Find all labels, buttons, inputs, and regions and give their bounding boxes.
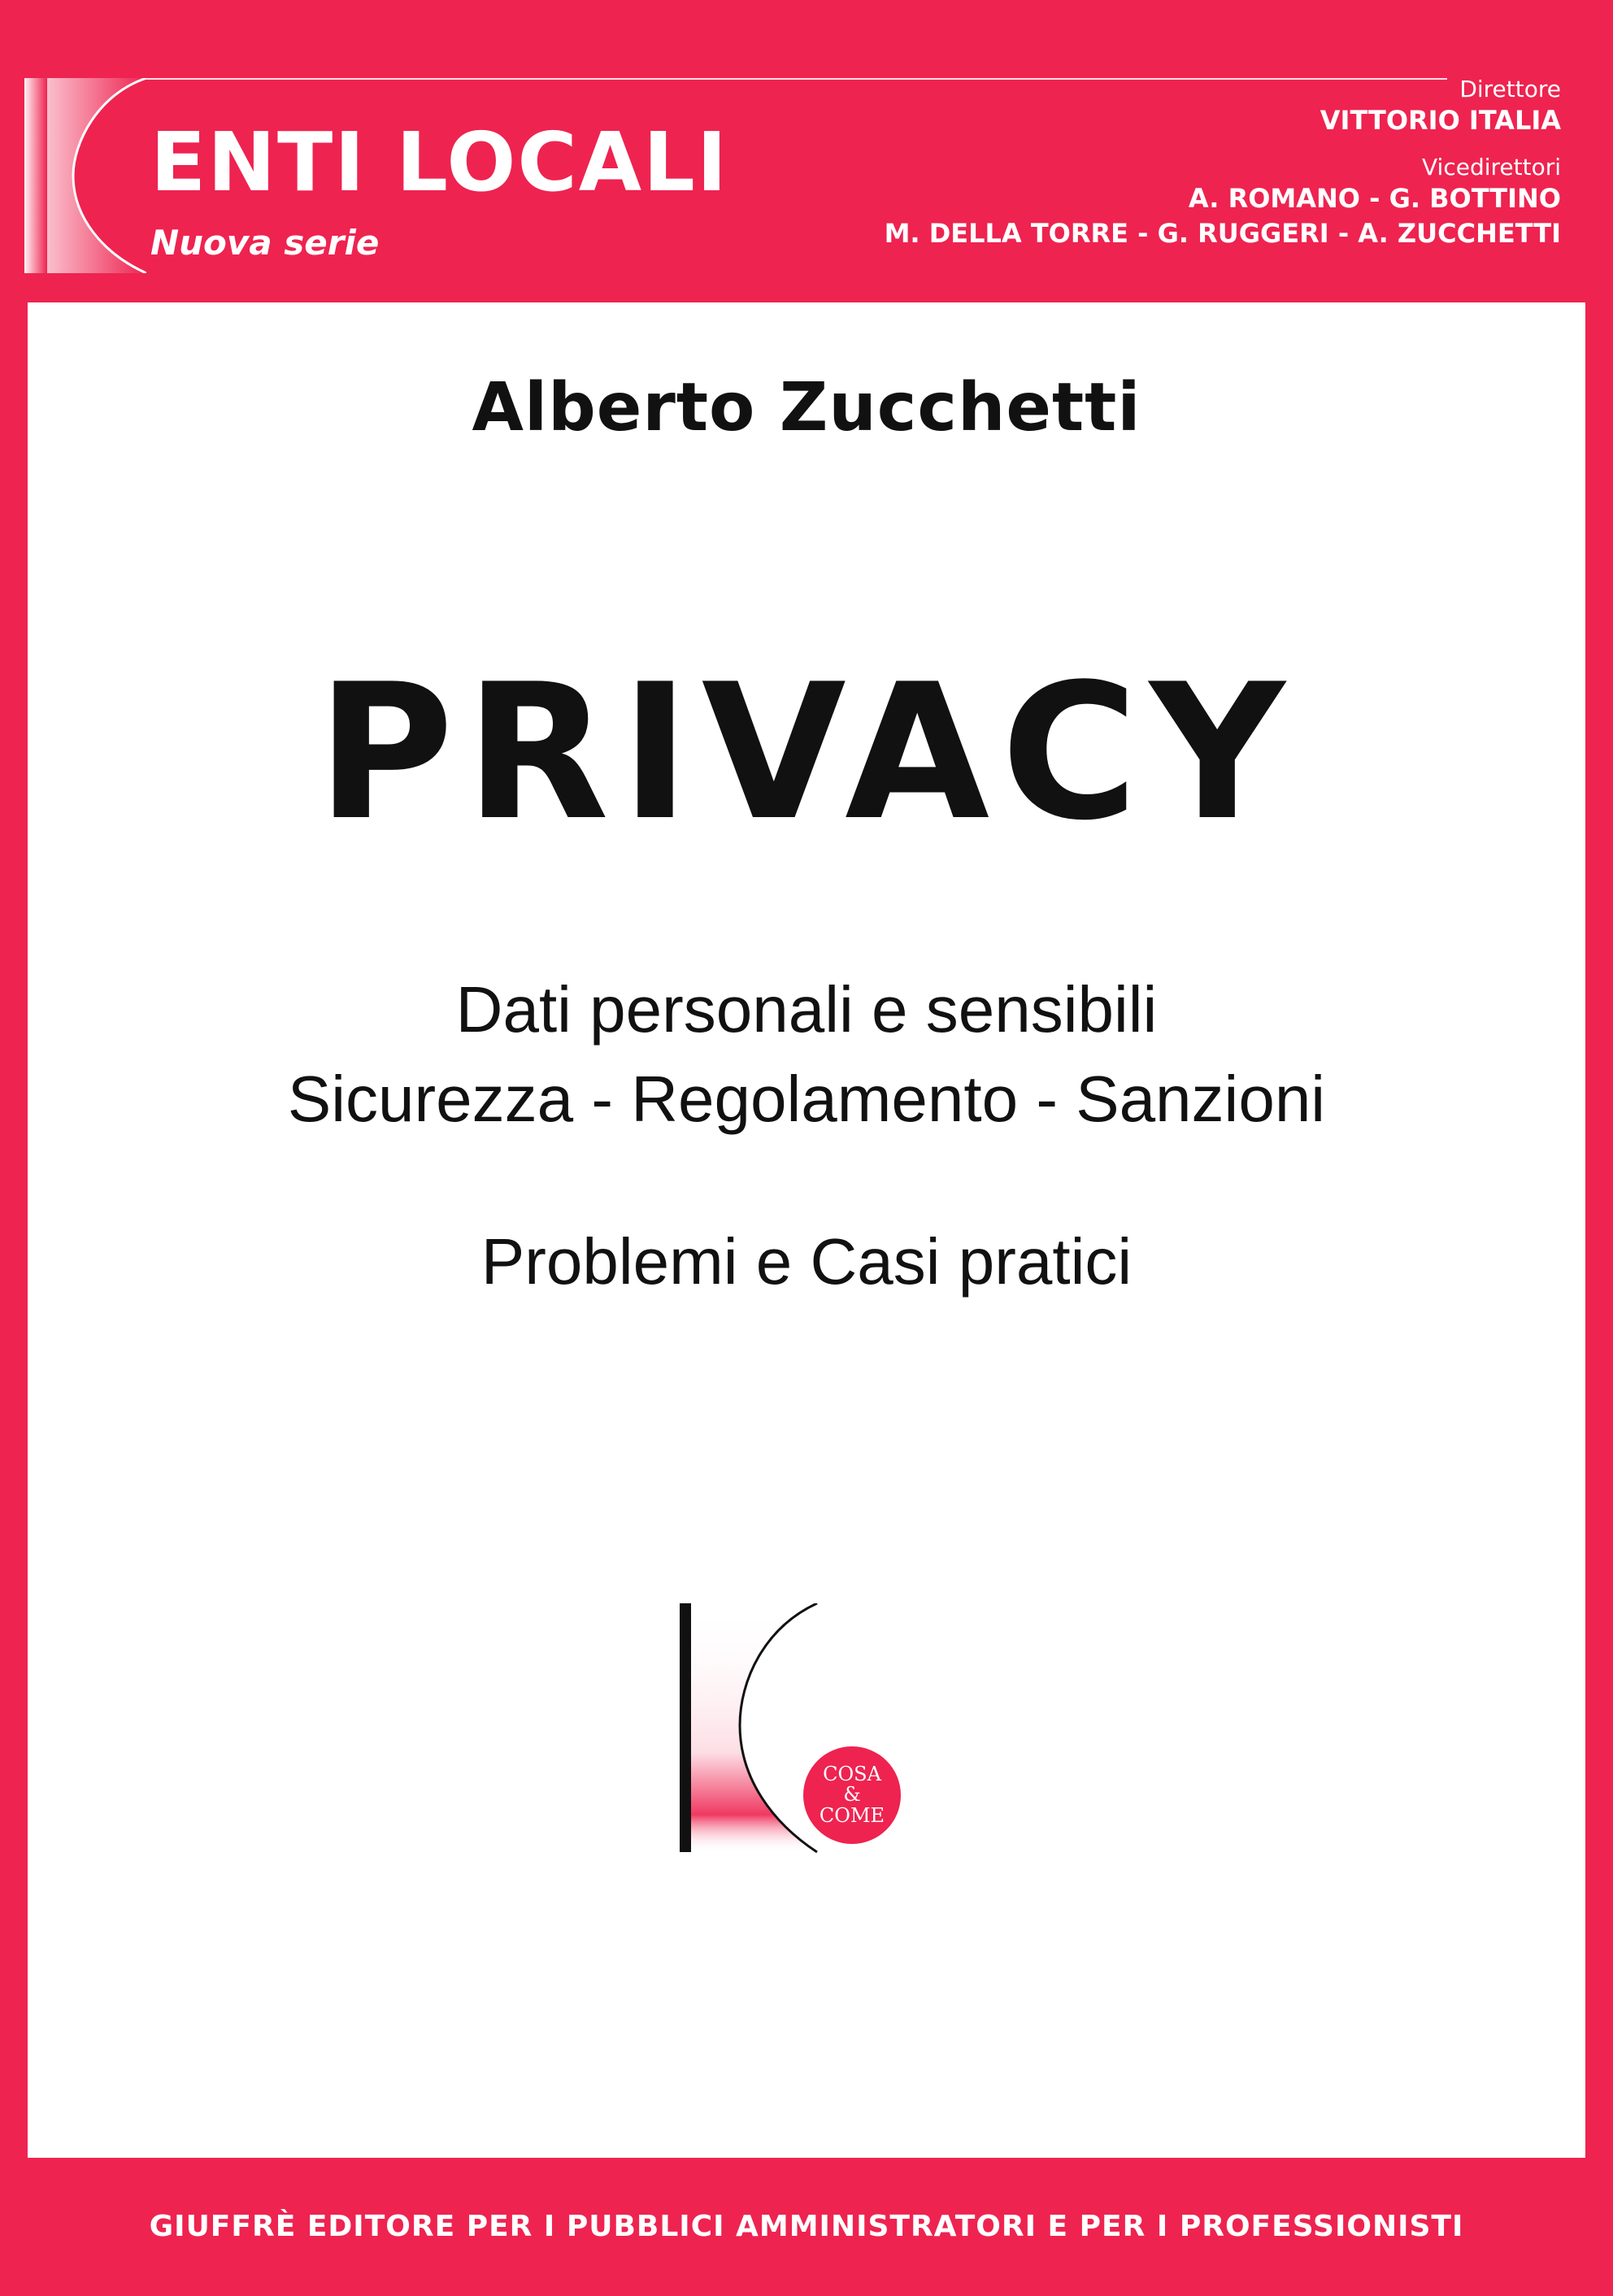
white-panel xyxy=(28,302,1585,2158)
editorial-staff xyxy=(885,75,1561,252)
subtitle-line-3: Problemi e Casi pratici xyxy=(480,1225,1133,1298)
series-title: ENTI LOCALI xyxy=(150,115,729,210)
director-role: Direttore xyxy=(1459,76,1561,102)
subtitle-line-1: Dati personali e sensibili xyxy=(455,973,1158,1046)
badge-line-1: COSA xyxy=(823,1763,881,1786)
series-subtitle: Nuova serie xyxy=(150,223,380,263)
badge-line-3: COME xyxy=(819,1803,885,1827)
vice-directors-line-2: M. DELLA TORRE - G. RUGGERI - A. ZUCCHETTI xyxy=(884,218,1561,250)
cosa-e-come-badge xyxy=(803,1746,901,1844)
author-name: Alberto Zucchetti xyxy=(472,369,1141,446)
subtitle-line-2: Sicurezza - Regolamento - Sanzioni xyxy=(287,1063,1326,1135)
series-logo-icon xyxy=(24,78,146,273)
book-title: PRIVACY xyxy=(316,645,1297,862)
vice-directors-line-1: A. ROMANO - G. BOTTINO xyxy=(1188,183,1561,215)
badge-line-2: & xyxy=(843,1783,861,1807)
publisher-footer: GIUFFRÈ EDITORE PER I PUBBLICI AMMINISTRATORI E PER I PROFESSIONISTI xyxy=(149,2210,1464,2243)
vice-directors-role: Vicedirettori xyxy=(1422,154,1561,181)
director-name: VITTORIO ITALIA xyxy=(1320,105,1561,136)
